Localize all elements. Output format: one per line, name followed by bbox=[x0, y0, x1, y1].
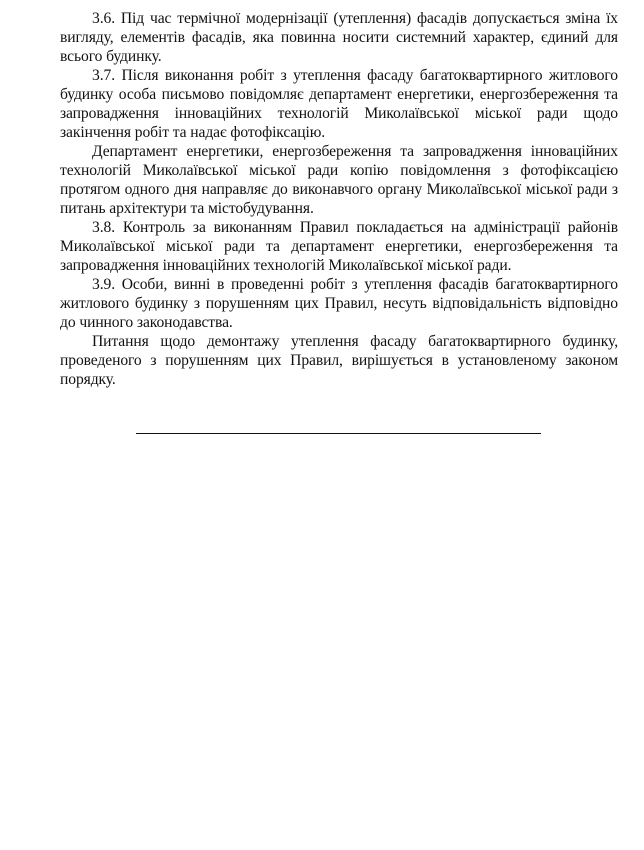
paragraph-3-7-continuation: Департамент енергетики, енергозбереження та запровадження інноваційних технологій Миколаївської міської ради копію повідомлення з фотофіксацією протягом одного дня направляє до виконавчого органу Миколаївської міської ради з питань архітектури та містобудування. bbox=[60, 143, 618, 217]
paragraph-3-9-continuation: Питання щодо демонтажу утеплення фасаду багатоквартирного будинку, проведеного з порушенням цих Правил, вирішується в установленому законом порядку. bbox=[60, 333, 618, 388]
paragraph-3-6: 3.6. Під час термічної модернізації (утеплення) фасадів допускається зміна їх вигляду, елементів фасадів, яка повинна носити системний характер, єдиний для всього будинку. bbox=[60, 10, 618, 65]
paragraph-3-8: 3.8. Контроль за виконанням Правил покладається на адміністрації районів Миколаївської міської ради та департамент енергетики, енергозбереження та запровадження інноваційних технологій Миколаївської міської ради. bbox=[60, 219, 618, 274]
closing-divider-line bbox=[136, 433, 541, 434]
document-page bbox=[60, 9, 618, 389]
paragraph-3-9: 3.9. Особи, винні в проведенні робіт з утеплення фасадів багатоквартирного житлового будинку з порушенням цих Правил, несуть відповідальність відповідно до чинного законодавства. bbox=[60, 276, 618, 331]
paragraph-3-7: 3.7. Після виконання робіт з утеплення фасаду багатоквартирного житлового будинку особа письмово повідомляє департамент енергетики, енергозбереження та запровадження інноваційних технологій Миколаївської міської ради щодо закінчення робіт та надає фотофіксацію. bbox=[60, 67, 618, 141]
